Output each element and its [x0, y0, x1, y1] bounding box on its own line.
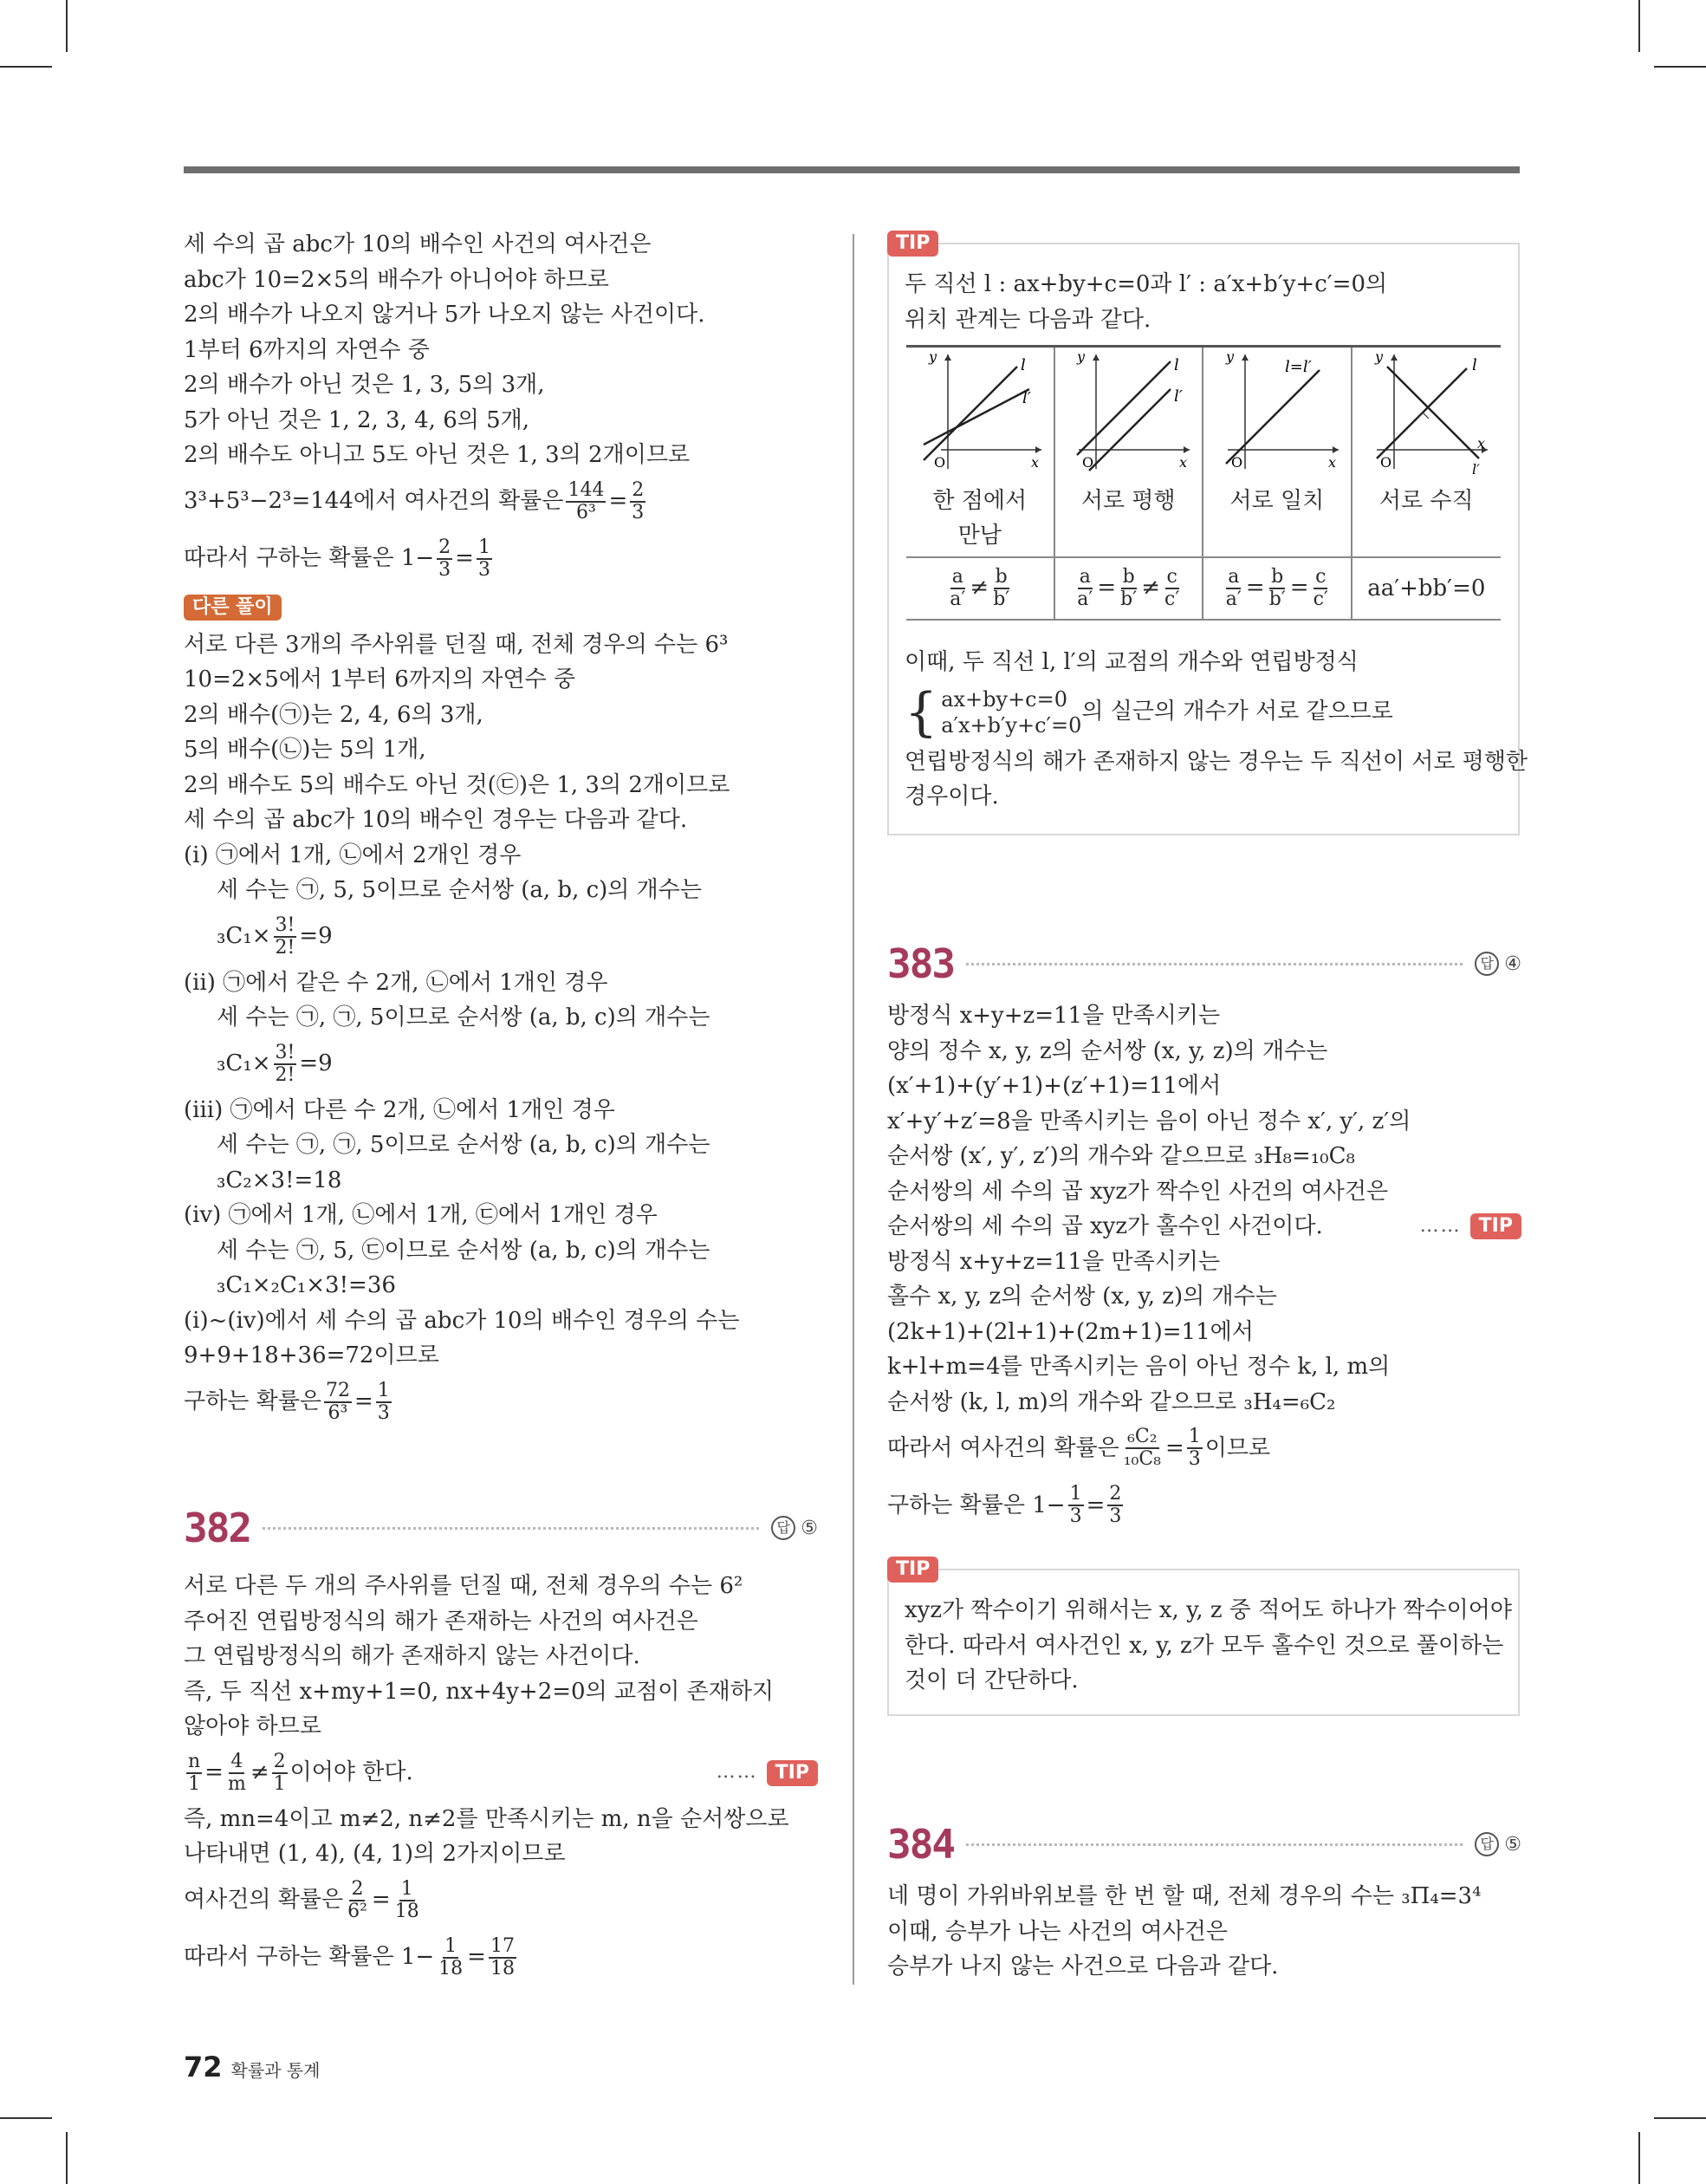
fraction: $\frac{2}{3}$	[438, 536, 451, 581]
text-line: 양의 정수 x, y, z의 순서쌍 (x, y, z)의 개수는	[887, 1037, 1328, 1064]
text-line: 5의 배수(㉡)는 5의 1개,	[184, 737, 426, 763]
text-line: 주어진 연립방정식의 해가 존재하는 사건의 여사건은	[184, 1608, 698, 1635]
crop-mark	[0, 2117, 52, 2119]
problem-383-body	[887, 998, 1521, 1534]
problem-number: 383	[887, 940, 955, 987]
svg-text:x: x	[1327, 454, 1336, 471]
coincident-graph	[1212, 348, 1342, 478]
svg-text:l′: l′	[1472, 461, 1481, 478]
text-line: 나타내면 (1, 4), (4, 1)의 2가지이므로	[184, 1841, 566, 1867]
text-line: 그 연립방정식의 해가 존재하지 않는 사건이다.	[184, 1643, 640, 1669]
relation-label: 서로 수직	[1378, 488, 1474, 514]
answer-icon: 답	[1475, 1832, 1499, 1856]
text-line: 세 수의 곱 abc가 10의 배수인 경우는 다음과 같다.	[184, 807, 688, 833]
text-line: 네 명이 가위바위보를 한 번 할 때, 전체 경우의 수는 ₃Π₄=3⁴	[887, 1883, 1482, 1909]
text-line: 서로 다른 두 개의 주사위를 던질 때, 전체 경우의 수는 6²	[184, 1573, 743, 1599]
svg-text:l: l	[1472, 356, 1478, 374]
problem-382-body	[184, 1569, 825, 1986]
case-result: ₃C₁× $\frac{3!}{2!}$ =9	[217, 913, 333, 959]
tip-intro	[905, 267, 1511, 337]
svg-text:O: O	[1230, 454, 1242, 471]
text-line: 두 직선 l : ax+by+c=0과 l′ : a′x+b′y+c′=0의	[905, 271, 1388, 297]
text-line: 경우이다.	[905, 783, 999, 809]
complement-probability-line: 따라서 여사건의 확률은 $\frac{\text{₆C₂}}{\text{₁₀C₈}}$ = $\frac{1}{3}$ 이므로	[887, 1426, 1271, 1470]
fraction: $\frac{17}{18}$	[490, 1934, 515, 1979]
text-line-with-tip: 순서쌍의 세 수의 곱 xyz가 홀수인 사건이다. …… TIP	[887, 1209, 1521, 1245]
condition-cell: $\frac{a}{a'}$ ≠ $\frac{b}{b'}$	[906, 557, 1054, 620]
fraction: $\frac{1}{18}$	[438, 1934, 464, 1979]
crop-mark	[1654, 66, 1706, 68]
fraction: $\frac{144}{\text{6³}}$	[568, 478, 605, 523]
fraction: $\frac{2}{1}$	[273, 1750, 286, 1795]
final-probability-line: 구하는 확률은 $\frac{72}{\text{6³}}$ = $\frac{1}{3}$	[184, 1379, 390, 1424]
answer-mark: 답 ⑤	[1475, 1832, 1521, 1856]
text-line: 세 수는 ㉠, ㉠, 5이므로 순서쌍 (a, b, c)의 개수는	[217, 1132, 710, 1158]
svg-text:y: y	[1225, 348, 1234, 365]
text-line: 순서쌍 (k, l, m)의 개수와 같으므로 ₃H₄=₆C₂	[887, 1388, 1336, 1415]
problem-384-body	[887, 1879, 1521, 1985]
subject-label: 확률과 통계	[230, 2060, 321, 2081]
svg-text:y: y	[928, 348, 937, 365]
text-line: 2의 배수가 나오지 않거나 5가 나오지 않는 사건이다.	[184, 302, 705, 328]
header-rule	[184, 166, 1520, 173]
tip-conclusion	[905, 645, 1528, 815]
text-line: 방정식 x+y+z=11을 만족시키는	[887, 1248, 1221, 1275]
answer-probability-line: 구하는 확률은 1− $\frac{1}{3}$ = $\frac{2}{3}$	[887, 1483, 1122, 1527]
text-line: 2의 배수가 아닌 것은 1, 3, 5의 3개,	[184, 372, 545, 398]
problem-number: 384	[887, 1821, 955, 1868]
text-line: 세 수는 ㉠, 5, 5이므로 순서쌍 (a, b, c)의 개수는	[217, 877, 703, 903]
text-line: 2의 배수도 5의 배수도 아닌 것(㉢)은 1, 3의 2개이므로	[184, 771, 730, 798]
fraction: $\frac{2}{3}$	[1109, 1483, 1122, 1527]
case-heading: (ⅰ) ㉠에서 1개, ㉡에서 2개인 경우	[184, 842, 522, 868]
case-result: ₃C₂×3!=18	[217, 1167, 342, 1193]
text-line: (2k+1)+(2l+1)+(2m+1)=11에서	[887, 1318, 1254, 1345]
relation-cell-intersect	[906, 347, 1054, 484]
text-line: 홀수 x, y, z의 순서쌍 (x, y, z)의 개수는	[887, 1284, 1277, 1310]
svg-text:y: y	[1375, 348, 1384, 365]
text-line: 승부가 나지 않는 사건으로 다음과 같다.	[887, 1953, 1279, 1979]
leader-dots	[263, 1527, 759, 1530]
leader-dots	[966, 1843, 1463, 1846]
text-line: (ⅰ)~(ⅳ)에서 세 수의 곱 abc가 10의 배수인 경우의 수는	[184, 1307, 740, 1334]
crop-mark	[0, 66, 52, 68]
fraction: $\frac{2}{3}$	[632, 478, 645, 523]
tip-reference-badge[interactable]: TIP	[767, 1760, 818, 1786]
condition-cell: $\frac{a}{a'}$ = $\frac{b}{b'}$ ≠ $\frac{c}{c'}$	[1054, 557, 1203, 620]
fraction: $\frac{1}{3}$	[1188, 1426, 1201, 1470]
crop-mark	[1654, 2117, 1706, 2119]
crop-mark	[66, 2132, 68, 2184]
relation-cell-parallel	[1054, 347, 1203, 484]
svg-text:x: x	[1477, 435, 1486, 452]
case-result: ₃C₁× $\frac{3!}{2!}$ =9	[217, 1041, 333, 1086]
case-heading: (ⅳ) ㉠에서 1개, ㉡에서 1개, ㉢에서 1개인 경우	[184, 1202, 658, 1228]
text-line: 위치 관계는 다음과 같다.	[905, 306, 1151, 333]
text-line: (x′+1)+(y′+1)+(z′+1)=11에서	[887, 1073, 1222, 1099]
text-line: k+l+m=4를 만족시키는 음이 아닌 정수 k, l, m의	[887, 1354, 1391, 1380]
case-result: ₃C₁×₂C₁×3!=36	[217, 1272, 396, 1298]
svg-text:x: x	[1179, 454, 1188, 471]
perpendicular-graph	[1361, 348, 1491, 478]
text-line: 세 수는 ㉠, 5, ㉢이므로 순서쌍 (a, b, c)의 개수는	[217, 1237, 710, 1264]
text-line: 한다. 따라서 여사건인 x, y, z가 모두 홀수인 것으로 풀이하는	[905, 1632, 1504, 1659]
svg-text:l′: l′	[1174, 387, 1184, 406]
text-line: 즉, 두 직선 x+my+1=0, nx+4y+2=0의 교점이 존재하지	[184, 1678, 775, 1705]
text-line: 순서쌍의 세 수의 곱 xyz가 짝수인 사건의 여사건은	[887, 1178, 1389, 1205]
fraction: $\frac{3!}{2!}$	[275, 1041, 295, 1086]
fraction: $\frac{1}{3}$	[1069, 1483, 1082, 1527]
relation-label: 서로 평행	[1080, 488, 1176, 514]
text-line: 것이 더 간단하다.	[905, 1667, 1079, 1693]
text-line: 이때, 승부가 나는 사건의 여사건은	[887, 1918, 1228, 1945]
answer-icon: 답	[771, 1516, 795, 1540]
svg-text:O: O	[933, 454, 945, 471]
fraction: $\frac{3!}{2!}$	[275, 913, 295, 959]
text-line: 않아야 하므로	[184, 1713, 321, 1739]
crop-mark	[1638, 0, 1640, 52]
svg-text:O: O	[1380, 454, 1392, 471]
answer-mark: 답 ⑤	[771, 1516, 818, 1540]
svg-text:l: l	[1174, 356, 1180, 374]
svg-text:x: x	[1030, 454, 1039, 471]
tip-label: TIP	[887, 231, 938, 257]
text-line: x′+y′+z′=8을 만족시키는 음이 아닌 정수 x′, y′, z′의	[887, 1108, 1411, 1134]
leader-dots	[966, 963, 1463, 965]
problem-382-header	[184, 1502, 818, 1554]
text-line: 즉, mn=4이고 m≠2, n≠2를 만족시키는 m, n을 순서쌍으로	[184, 1805, 789, 1832]
column-divider	[853, 234, 854, 1985]
problem-number: 382	[184, 1505, 251, 1551]
svg-text:O: O	[1082, 454, 1094, 471]
system-line: { ax+by+c=0 a′x+b′y+c′=0 의 실근의 개수가 서로 같으므로	[905, 681, 1393, 743]
text-line: 세 수의 곱 abc가 10의 배수인 사건의 여사건은	[184, 231, 652, 257]
left-column	[184, 227, 825, 1431]
condition-line: $\frac{n}{1}$ = $\frac{4}{m}$ ≠ $\frac{2}{1}$ 이어야 한다. …… TIP	[184, 1745, 818, 1802]
other-solution-badge: 다른 풀이	[184, 595, 282, 621]
answer-probability-line: 따라서 구하는 확률은 1− $\frac{1}{18}$ = $\frac{17}{18}$	[184, 1934, 515, 1979]
fraction: $\frac{1}{3}$	[377, 1379, 390, 1424]
page-footer	[184, 2051, 321, 2083]
complement-probability-line: 여사건의 확률은 $\frac{2}{\text{6²}}$ = $\frac{1}{18}$	[184, 1877, 419, 1922]
fraction: $\frac{\text{₆C₂}}{\text{₁₀C₈}}$	[1123, 1426, 1161, 1470]
text-line: abc가 10=2×5의 배수가 아니어야 하므로	[184, 266, 609, 293]
problem-383-header	[887, 938, 1521, 990]
fraction: $\frac{4}{m}$	[227, 1750, 246, 1795]
line-relation-table	[906, 345, 1501, 621]
page-number: 72	[184, 2051, 223, 2083]
problem-384-header	[887, 1818, 1521, 1870]
text-line: 이때, 두 직선 l, l′의 교점의 개수와 연립방정식	[905, 649, 1359, 675]
text-line: 순서쌍 (x′, y′, z′)의 개수와 같으므로 ₃H₈=₁₀C₈	[887, 1143, 1355, 1169]
fraction: $\frac{1}{3}$	[477, 536, 490, 581]
text-line: 연립방정식의 해가 존재하지 않는 경우는 두 직선이 서로 평행한	[905, 748, 1528, 775]
crop-mark	[1638, 2132, 1640, 2184]
text-line: 10=2×5에서 1부터 6까지의 자연수 중	[184, 666, 576, 692]
crop-mark	[66, 0, 68, 52]
relation-label: 서로 일치	[1229, 488, 1325, 514]
fraction: $\frac{n}{1}$	[188, 1750, 201, 1795]
text-line: 5가 아닌 것은 1, 2, 3, 4, 6의 5개,	[184, 406, 530, 433]
condition-cell: aa′+bb′=0	[1352, 557, 1501, 620]
parallel-graph	[1063, 348, 1193, 478]
condition-cell: $\frac{a}{a'}$ = $\frac{b}{b'}$ = $\frac{c}{c'}$	[1203, 557, 1352, 620]
answer-mark: 답 ④	[1475, 952, 1521, 976]
case-heading: (ⅱ) ㉠에서 같은 수 2개, ㉡에서 1개인 경우	[184, 969, 608, 996]
complement-probability-line: 3³+5³−2³=144에서 여사건의 확률은 $\frac{144}{\text{6³}}$ = $\frac{2}{3}$	[184, 478, 645, 523]
fraction: $\frac{2}{\text{6²}}$	[347, 1877, 367, 1922]
svg-text:l: l	[1020, 356, 1026, 374]
text-line: 세 수는 ㉠, ㉠, 5이므로 순서쌍 (a, b, c)의 개수는	[217, 1004, 710, 1030]
text-line: xyz가 짝수이기 위해서는 x, y, z 중 적어도 하나가 짝수이어야	[905, 1597, 1512, 1623]
text-line: 2의 배수(㉠)는 2, 4, 6의 3개,	[184, 701, 483, 728]
intersect-graph	[915, 348, 1045, 478]
answer-probability-line: 따라서 구하는 확률은 1− $\frac{2}{3}$ = $\frac{1}{3}$	[184, 536, 490, 581]
fraction: $\frac{1}{18}$	[394, 1877, 419, 1922]
relation-label: 한 점에서	[932, 488, 1028, 514]
relation-cell-perpendicular	[1352, 347, 1501, 484]
text-line: 9+9+18+36=72이므로	[184, 1342, 439, 1368]
case-heading: (ⅲ) ㉠에서 다른 수 2개, ㉡에서 1개인 경우	[184, 1096, 615, 1123]
answer-icon: 답	[1475, 952, 1499, 976]
relation-cell-coincident	[1203, 347, 1352, 484]
tip-label: TIP	[887, 1557, 938, 1583]
text-line: 방정식 x+y+z=11을 만족시키는	[887, 1003, 1221, 1029]
text-line: 서로 다른 3개의 주사위를 던질 때, 전체 경우의 수는 6³	[184, 631, 729, 658]
tip-reference-badge[interactable]: TIP	[1470, 1213, 1521, 1239]
svg-text:l′: l′	[1022, 389, 1031, 407]
text-line: 1부터 6까지의 자연수 중	[184, 336, 430, 363]
fraction: $\frac{72}{\text{6³}}$	[325, 1379, 350, 1424]
tip-xyz-text	[905, 1593, 1511, 1699]
text-line: 2의 배수도 아니고 5도 아닌 것은 1, 3의 2개이므로	[184, 442, 691, 468]
relation-label: 만남	[957, 523, 1002, 549]
svg-text:y: y	[1077, 348, 1086, 365]
svg-text:l=l′: l=l′	[1284, 358, 1312, 376]
equation-system: { ax+by+c=0 a′x+b′y+c′=0	[905, 681, 1082, 743]
